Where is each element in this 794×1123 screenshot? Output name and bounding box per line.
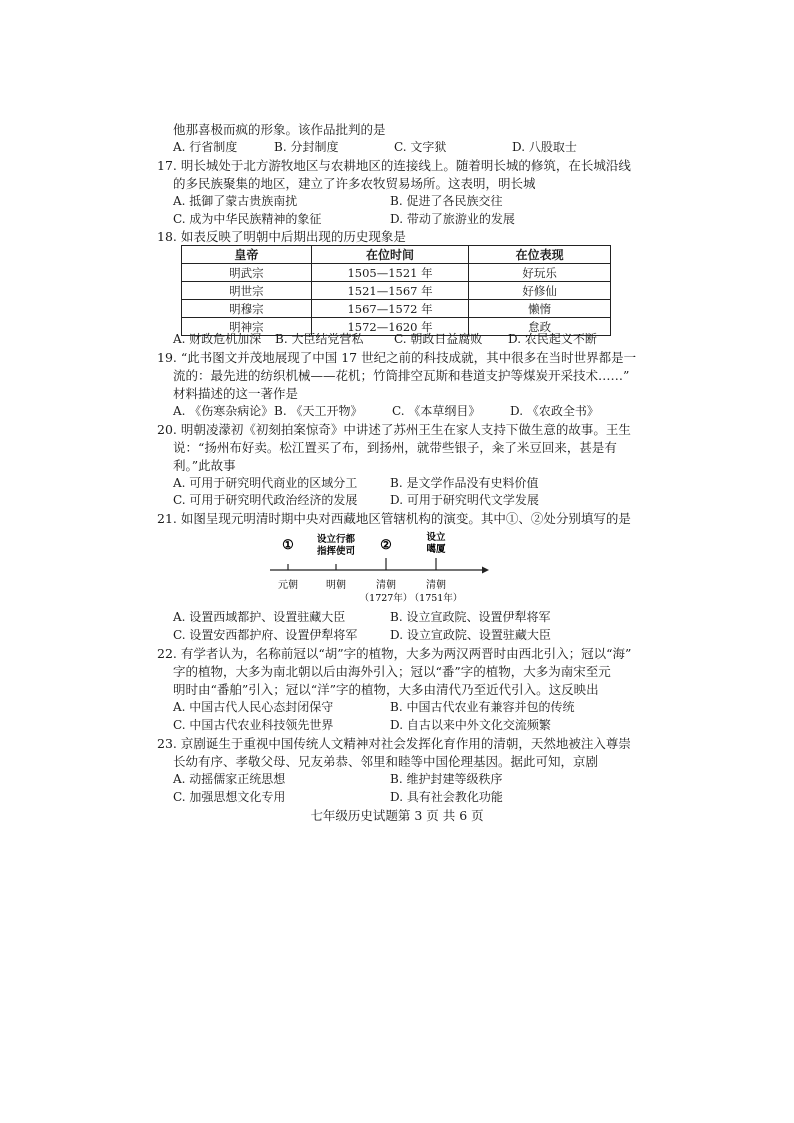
- q21-option-c: C. 设置安西都护府、设置伊犁将军: [173, 628, 358, 642]
- question-21-stem: 21. 如图呈现元明清时期中央对西藏地区管辖机构的演变。其中①、②处分别填写的是: [157, 511, 631, 526]
- table-cell: 怠政: [469, 318, 611, 336]
- table-header-emperor: 皇帝: [182, 246, 312, 264]
- q21-option-a: A. 设置西域都护、设置驻藏大臣: [173, 610, 346, 624]
- q16-option-a: A. 行省制度: [173, 140, 238, 154]
- q19-option-d: D. 《农政全书》: [510, 404, 599, 418]
- table-cell: 懒惰: [469, 300, 611, 318]
- q22-option-a: A. 中国古代人民心态封闭保守: [173, 700, 334, 714]
- question-23-line-1: 23. 京剧诞生于重视中国传统人文精神对社会发挥化育作用的清朝，天然地被注入尊崇: [157, 736, 631, 751]
- table-cell: 明世宗: [182, 282, 312, 300]
- period-yuan: 元朝: [278, 580, 298, 591]
- q21-option-d: D. 设立宣政院、设置驻藏大臣: [390, 628, 551, 642]
- table-header-reign: 在位时间: [311, 246, 469, 264]
- question-17-line-1: 17. 明长城处于北方游牧地区与农耕地区的连接线上。随着明长城的修筑，在长城沿线: [157, 158, 631, 173]
- period-qing-2: 清朝: [426, 580, 446, 591]
- question-16-stem-end: 他那喜极而疯的形象。该作品批判的是: [173, 122, 386, 137]
- q19-option-c: C. 《本草纲目》: [392, 404, 481, 418]
- table-header-performance: 在位表现: [469, 246, 611, 264]
- q16-option-c: C. 文字狱: [394, 140, 447, 154]
- q17-option-d: D. 带动了旅游业的发展: [390, 212, 515, 226]
- q23-option-c: C. 加强思想文化专用: [173, 790, 286, 804]
- table-cell: 明武宗: [182, 264, 312, 282]
- table-header-row: [182, 246, 611, 264]
- table-cell: 好玩乐: [469, 264, 611, 282]
- ming-event-line-1: 设立行都: [316, 534, 356, 545]
- q20-option-a: A. 可用于研究明代商业的区域分工: [173, 476, 358, 490]
- period-qing-1: 清朝: [376, 580, 396, 591]
- q17-option-b: B. 促进了各民族交往: [390, 194, 503, 208]
- q22-option-d: D. 自古以来中外文化交流频繁: [390, 718, 551, 732]
- q22-option-b: B. 中国古代农业有兼容并包的传统: [390, 700, 575, 714]
- q19-option-a: A. 《伤寒杂病论》: [173, 404, 274, 418]
- question-23-line-2: 长幼有序、孝敬父母、兄友弟恭、邻里和睦等中国伦理基因。据此可知，京剧: [173, 754, 599, 769]
- question-19-line-1: 19. “此书图文并茂地展现了中国 17 世纪之前的科技成就，其中很多在当时世界都是一: [157, 350, 637, 365]
- table-row: [182, 300, 611, 318]
- q19-option-b: B. 《天工开物》: [274, 404, 363, 418]
- q23-option-d: D. 具有社会教化功能: [390, 790, 503, 804]
- table-cell: 1505—1521 年: [311, 264, 469, 282]
- table-row: [182, 282, 611, 300]
- blank-mark-2: ②: [380, 538, 392, 553]
- table-cell: 明神宗: [182, 318, 312, 336]
- q18-option-b: B. 大臣结党营私: [275, 332, 364, 346]
- question-22-line-1: 22. 有学者认为，名称前冠以“胡”字的植物，大多为两汉两晋时由西北引入；冠以“海”: [157, 646, 632, 661]
- emperors-table: [181, 245, 611, 336]
- question-19-line-2: 流的：最先进的纺织机械——花机；竹筒排空瓦斯和巷道支护等煤炭开采技术……”: [173, 368, 630, 383]
- blank-mark-1: ①: [282, 538, 294, 553]
- timeline-arrow-icon: [482, 567, 489, 574]
- q20-option-b: B. 是文学作品没有史料价值: [390, 476, 539, 490]
- question-17-line-2: 的多民族聚集的地区，建立了许多农牧贸易场所。这表明，明长城: [173, 176, 536, 191]
- table-cell: 好修仙: [469, 282, 611, 300]
- table-cell: 明穆宗: [182, 300, 312, 318]
- q18-option-d: D. 农民起义不断: [508, 332, 597, 346]
- question-18-stem: 18. 如表反映了明朝中后期出现的历史现象是: [157, 229, 406, 244]
- ming-event-line-2: 指挥使司: [316, 546, 356, 557]
- page-footer: 七年级历史试题第 3 页 共 6 页: [310, 808, 484, 823]
- question-20-line-1: 20. 明朝凌濛初《初刻拍案惊奇》中讲述了苏州王生在家人支持下做生意的故事。王生: [157, 422, 631, 437]
- period-qing-1-year: （1727年）: [359, 593, 413, 604]
- question-20-line-2: 说：“扬州布好卖。松江置买了布，到扬州，就带些银子，籴了米豆回来，甚是有: [173, 440, 617, 455]
- table-cell: 1567—1572 年: [311, 300, 469, 318]
- q23-option-b: B. 维护封建等级秩序: [390, 772, 503, 786]
- qing-event-line-1: 设立: [426, 532, 446, 543]
- q21-option-b: B. 设立宣政院、设置伊犁将军: [390, 610, 551, 624]
- period-ming: 明朝: [326, 580, 346, 591]
- table-row: [182, 264, 611, 282]
- question-22-line-3: 明时由“番舶”引入；冠以“洋”字的植物，大多由清代乃至近代引入。这反映出: [173, 682, 599, 697]
- question-20-line-3: 利。”此故事: [173, 458, 236, 473]
- q20-option-c: C. 可用于研究明代政治经济的发展: [173, 493, 358, 507]
- q17-option-c: C. 成为中华民族精神的象征: [173, 212, 322, 226]
- q18-option-a: A. 财政危机加深: [173, 332, 262, 346]
- question-22-line-2: 字的植物，大多为南北朝以后由海外引入；冠以“番”字的植物，大多为南宋至元: [173, 664, 611, 679]
- qing-event-line-2: 噶厦: [426, 544, 446, 555]
- q17-option-a: A. 抵御了蒙古贵族南扰: [173, 194, 298, 208]
- q22-option-c: C. 中国古代农业科技领先世界: [173, 718, 334, 732]
- q20-option-d: D. 可用于研究明代文学发展: [390, 493, 539, 507]
- q16-option-d: D. 八股取士: [512, 140, 577, 154]
- q23-option-a: A. 动摇儒家正统思想: [173, 772, 286, 786]
- period-qing-2-year: （1751年）: [409, 593, 463, 604]
- q18-option-c: C. 朝政日益腐败: [394, 332, 483, 346]
- question-19-line-3: 材料描述的这一著作是: [173, 386, 299, 401]
- table-cell: 1572—1620 年: [311, 318, 469, 336]
- q16-option-b: B. 分封制度: [274, 140, 339, 154]
- table-cell: 1521—1567 年: [311, 282, 469, 300]
- tibet-timeline-diagram: [260, 528, 500, 608]
